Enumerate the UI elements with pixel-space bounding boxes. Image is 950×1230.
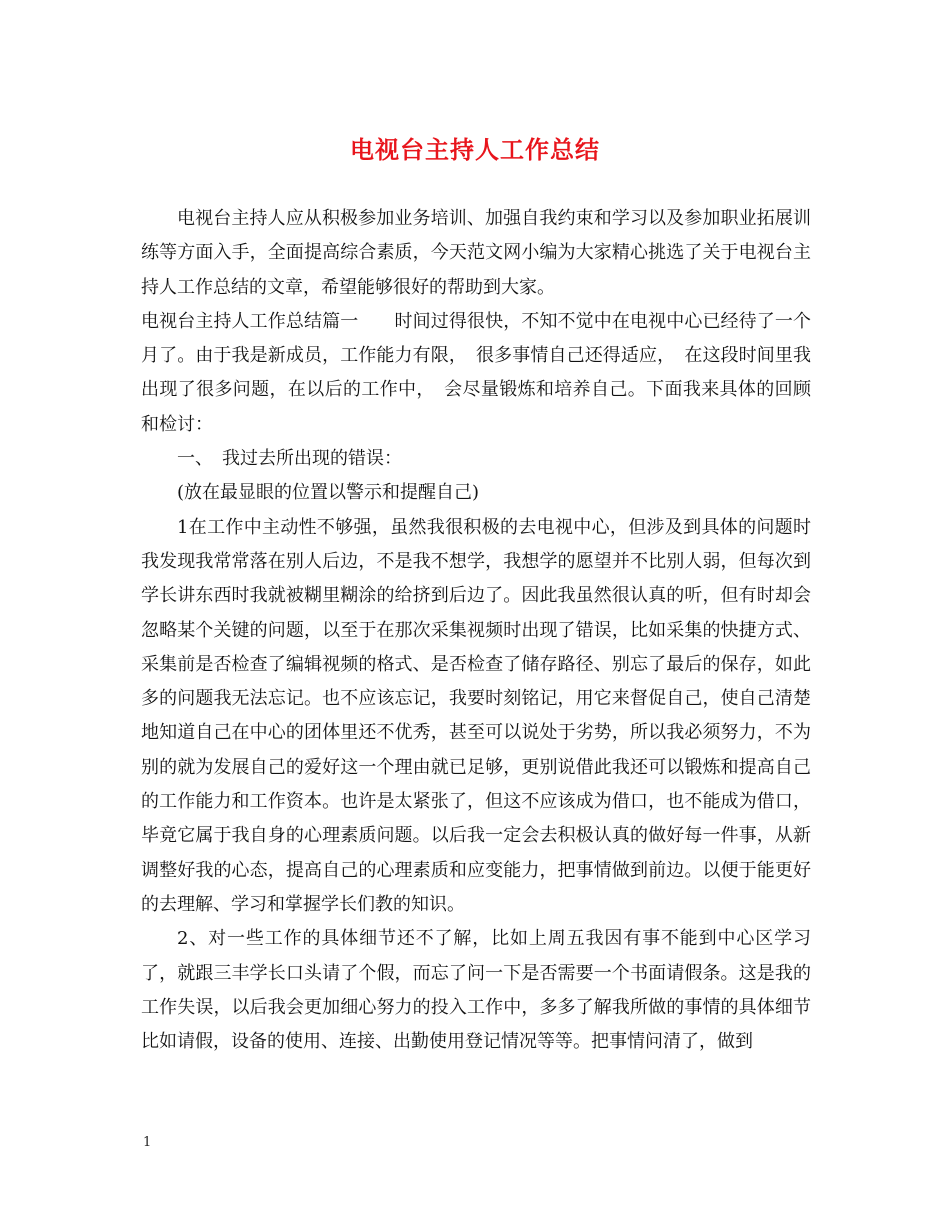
intro-paragraph: 电视台主持人应从积极参加业务培训、加强自我约束和学习以及参加职业拓展训练等方面入手，全面提高综合素质，今天范文网小编为大家精心挑选了关于电视台主持人工作总结的文章，希望能够很好的帮助到大家。 (141, 208, 811, 298)
point-one-paragraph: 1在工作中主动性不够强，虽然我很积极的去电视中心，但涉及到具体的问题时我发现我常常落在别人后边，不是我不想学，我想学的愿望并不比别人弱，但每次到学长讲东西时我就被糊里糊涂的给挤到后边了。因此我虽然很认真的听，但有时却会忽略某个关键的问题，以至于在那次采集视频时出现了错误，比如采集的快捷方式、采集前是否检查了编辑视频的格式、是否检查了储存路径、别忘了最后的保存，如此多的问题我无法忘记。也不应该忘记，我要时刻铭记，用它来督促自己，使自己清楚地知道自己在中心的团体里还不优秀，甚至可以说处于劣势，所以我必须努力，不为别的就为发展自己的爱好这一个理由就已足够，更别说借此我还可以锻炼和提高自己的工作能力和工作资本。也许是太紧张了，但这不应该成为借口，也不能成为借口，毕竟它属于我自身的心理素质问题。以后我一定会去积极认真的做好每一件事，从新调整好我的心态，提高自己的心理素质和应变能力，把事情做到前边。以便于能更好的去理解、学习和掌握学长们教的知识。 (141, 516, 811, 915)
note-paragraph: (放在最显眼的位置以警示和提醒自己) (177, 482, 480, 504)
section-paragraph: 电视台主持人工作总结篇一 时间过得很快，不知不觉中在电视中心已经待了一个月了。由于我是新成员，工作能力有限， 很多事情自己还得适应， 在这段时间里我出现了很多问题，在以后的工作中， 会尽量锻炼和培养自己。下面我来具体的回顾和检讨： (141, 310, 811, 435)
page-number: 1 (143, 1135, 152, 1150)
point-two-paragraph: 2、对一些工作的具体细节还不了解，比如上周五我因有事不能到中心区学习了，就跟三丰学长口头请了个假，而忘了问一下是否需要一个书面请假条。这是我的工作失误，以后我会更加细心努力的投入工作中，多多了解我所做的事情的具体细节比如请假，设备的使用、连接、出勤使用登记情况等等。把事情问清了，做到 (141, 928, 811, 1053)
document-title: 电视台主持人工作总结 (350, 135, 600, 164)
document-body (141, 202, 811, 1059)
heading-paragraph: 一、 我过去所出现的错误： (177, 448, 402, 470)
